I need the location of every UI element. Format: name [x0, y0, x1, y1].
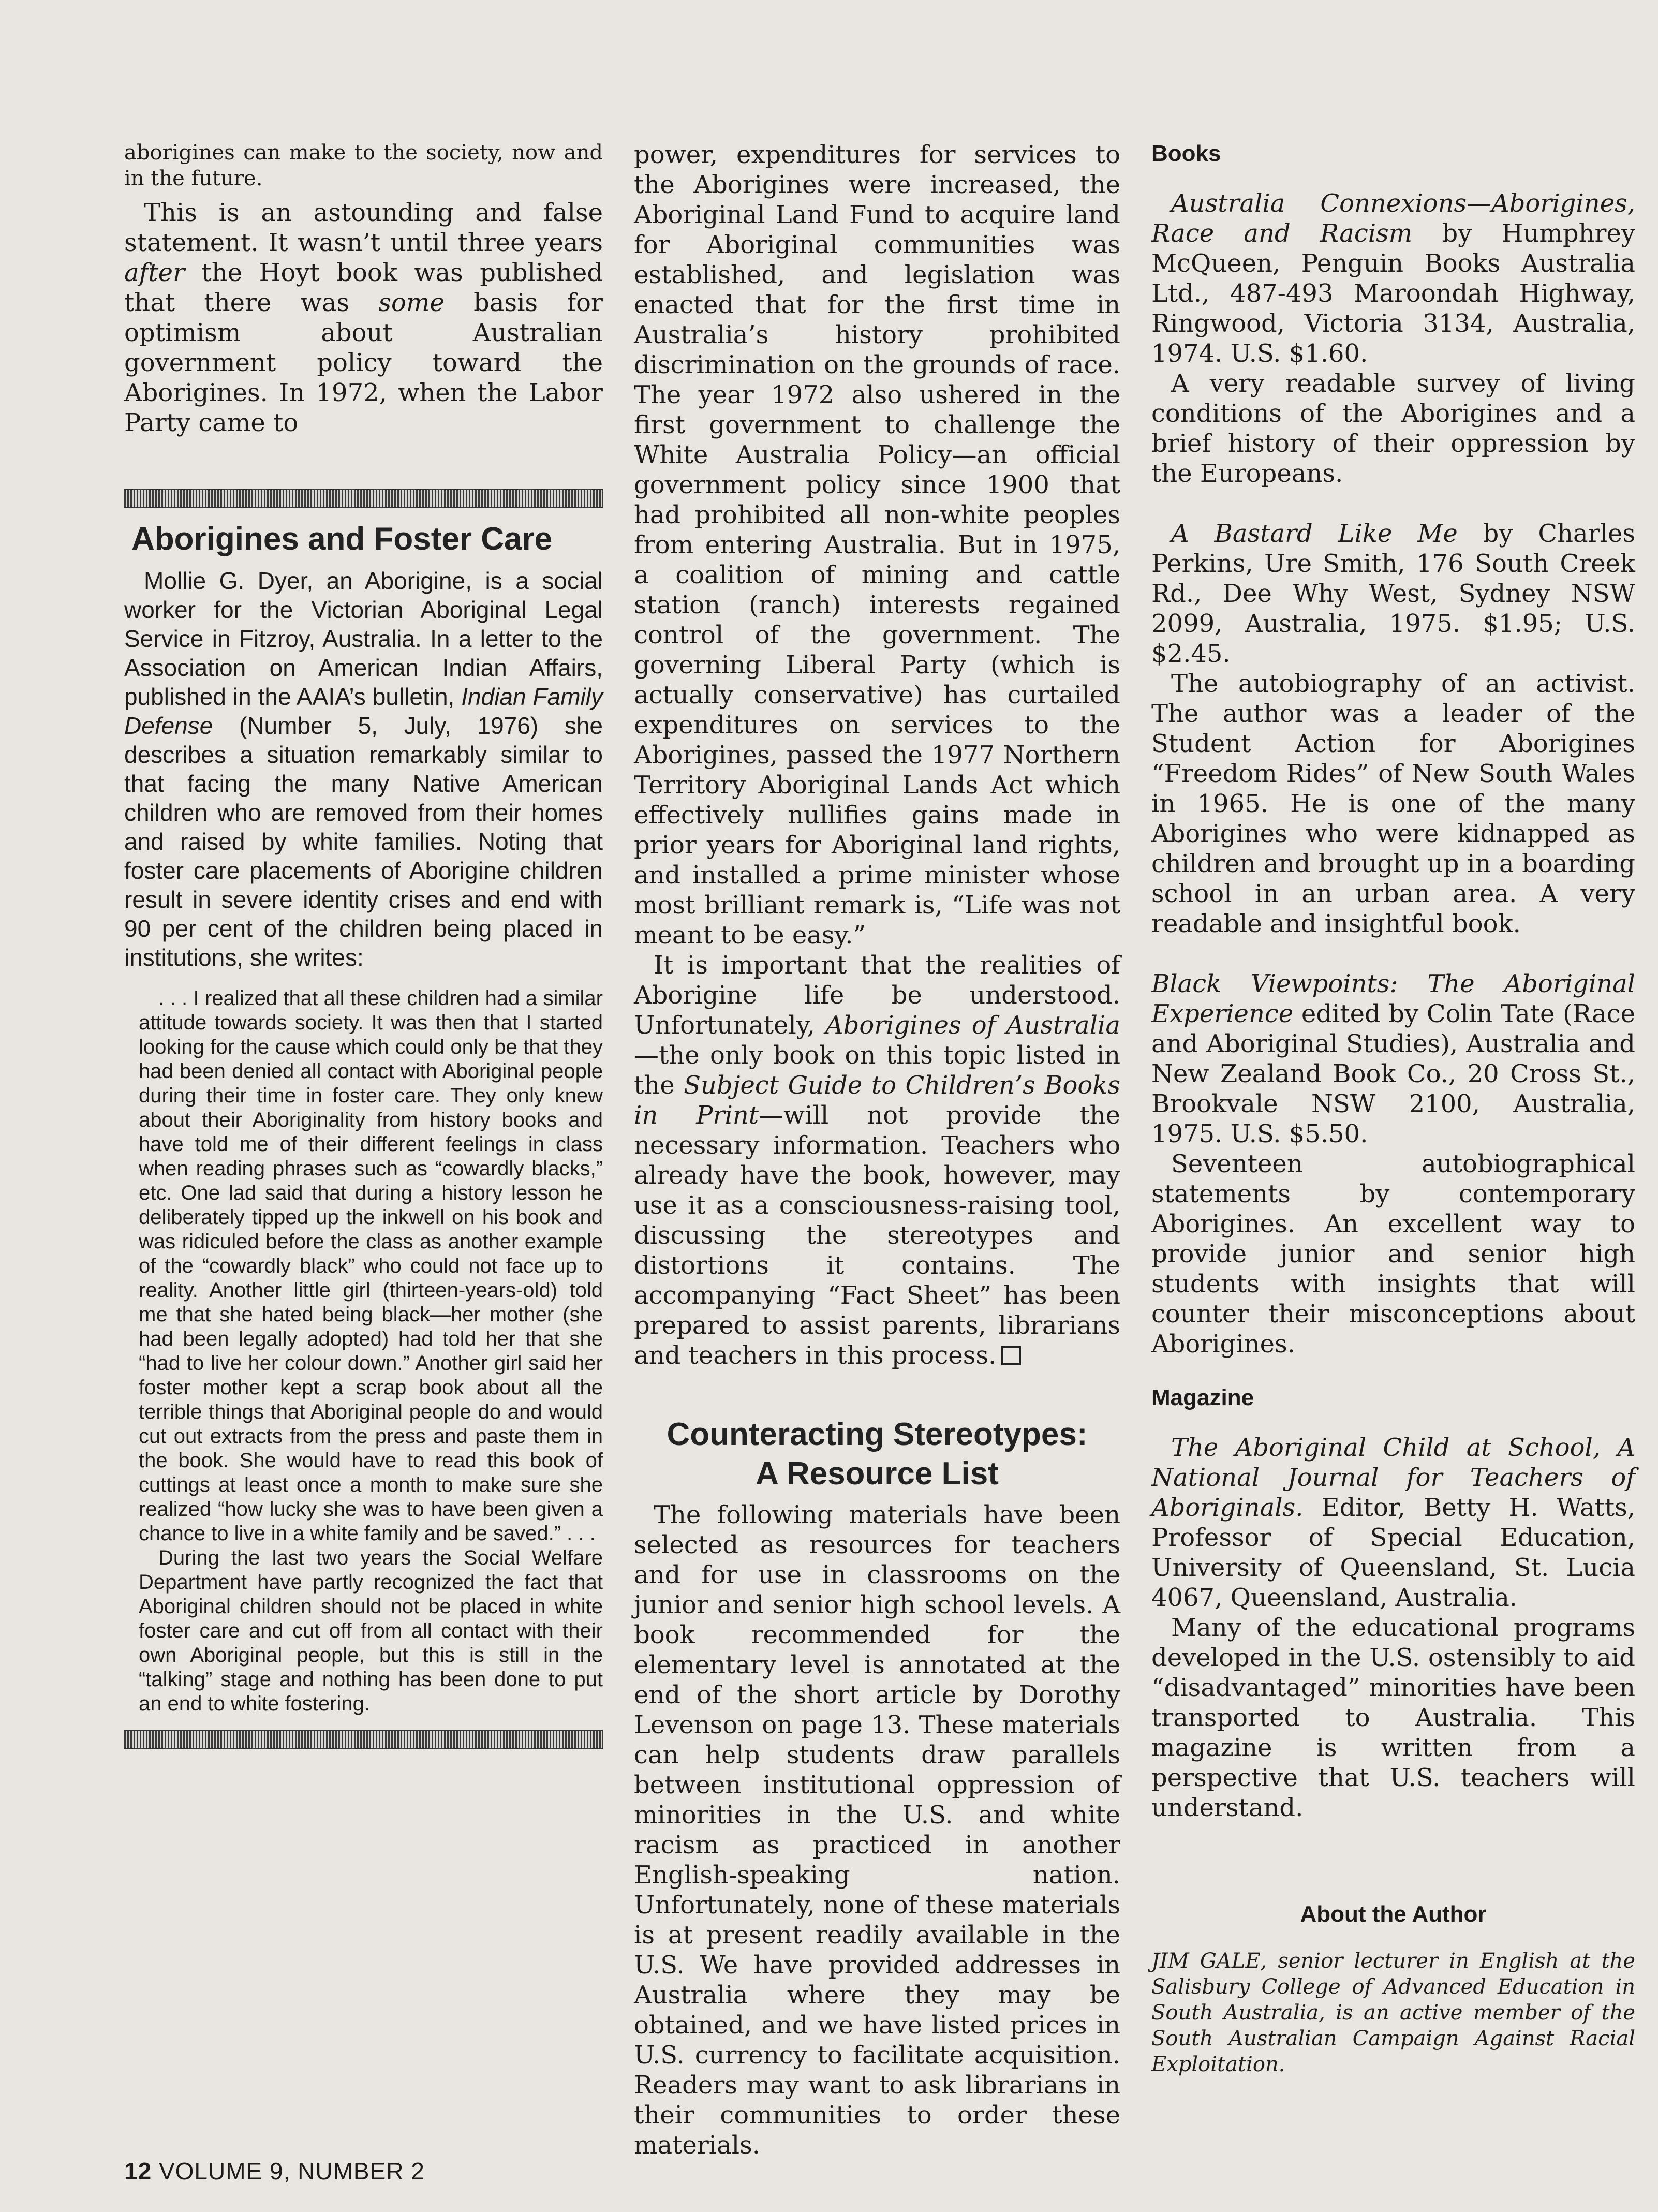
sidebar-top-rule	[124, 489, 603, 508]
block-quote	[139, 986, 603, 1716]
book-annotation: Seventeen autobiographical statements by contemporary Aborigines. An excellent way to provide junior and senior high students with insights that will counter their misconceptions about Aborigines.	[1151, 1149, 1635, 1359]
book-entry: Black Viewpoints: The Aboriginal Experience edited by Colin Tate (Race and Aboriginal Studies), Australia and New Zealand Book Co., 20 Cross St., Brookvale NSW 2100, Australia, 1975. U.S. $5.50.	[1151, 969, 1635, 1148]
book-annotation: The autobiography of an activist. The author was a leader of the Student Action for Aborigines “Freedom Rides” of New South Wales in 1965. He is one of the many Aborigines who were kidnapped as children and brought up in a boarding school in an urban area. A very readable and insightful book.	[1151, 669, 1635, 938]
sidebar-heading: Aborigines and Foster Care	[131, 521, 553, 557]
issue-label: VOLUME 9, NUMBER 2	[158, 2158, 425, 2185]
book-annotation: A very readable survey of living conditions of the Aborigines and a brief history of their oppression by the Europeans.	[1151, 369, 1635, 488]
column-1	[124, 140, 603, 1749]
sidebar-intro: Mollie G. Dyer, an Aborigine, is a social worker for the Victorian Aboriginal Legal Service in Fitzroy, Australia. In a letter to the Association on American Indian Affairs, published in the AAIA’s bulletin, Indian Family Defense (Number 5, July, 1976) she describes a situation remarkably similar to that facing the many Native American children who are removed from their homes and raised by white families. Noting that foster care placements of Aborigine children result in severe identity crises and end with 90 per cent of the children being placed in institutions, she writes:	[124, 567, 603, 971]
body-paragraph: This is an astounding and false statement. It wasn’t until three years after the Hoyt book was published that there was some basis for optimism about Australian government policy toward the Aborigines. In 1972, when the Labor Party came to	[124, 198, 603, 437]
quote-paragraph: During the last two years the Social Welfare Department have partly recognized the fact that Aboriginal children should not be placed in white foster care and cut off from all contact with their own Aboriginal people, but this is still in the “talking” stage and nothing has been done to put an end to white fostering.	[139, 1546, 603, 1715]
resource-list-heading: Counteracting Stereotypes: A Resource List	[667, 1417, 1088, 1492]
book-entry: Australia Connexions—Aborigines, Race and Racism by Humphrey McQueen, Penguin Books Australia Ltd., 487-493 Maroondah Highway, Ringwood, Victoria 3134, Australia, 1974. U.S. $1.60.	[1151, 189, 1635, 368]
about-author-heading: About the Author	[1300, 1901, 1487, 1927]
magazine-entry: The Aboriginal Child at School, A National Journal for Teachers of Aboriginals. Editor, Betty H. Watts, Professor of Special Education, University of Queensland, St. Lucia 4067, Queensland, Australia.	[1151, 1433, 1635, 1612]
end-mark-icon	[1001, 1346, 1021, 1365]
page-footer	[124, 2157, 425, 2185]
magazine-heading: Magazine	[1151, 1385, 1254, 1410]
continued-paragraph: aborigines can make to the society, now and in the future.	[124, 141, 603, 190]
books-heading: Books	[1151, 141, 1221, 166]
quote-paragraph: . . . I realized that all these children had a similar attitude towards society. It was then that I started looking for the cause which could only be that they had been denied all contact with Aboriginal people during their time in foster care. They only knew about their Aboriginality from history books and have told me of their different feelings in class when reading phrases such as “cowardly blacks,” etc. One lad said that during a history lesson he deliberately tipped up the inkwell on his book and was ridiculed before the class as another example of the “cowardly black” who could not face up to reality. Another little girl (thirteen-years-old) told me that she hated being black—her mother (she had been legally adopted) had told her that she “had to live her colour down.” Another girl said her foster mother kept a scrap book about all the terrible things that Aboriginal people do and would cut out extracts from the press and paste them in the book. She would have to read this book of cuttings at least once a month to make sure she realized “how lucky she was to have been given a chance to live in a white family and be saved.” . . .	[139, 987, 603, 1545]
column-3	[1151, 140, 1635, 2077]
page-number: 12	[124, 2158, 152, 2185]
book-entry: A Bastard Like Me by Charles Perkins, Ure Smith, 176 South Creek Rd., Dee Why West, Sydney NSW 2099, Australia, 1975. $1.95; U.S. $2.45.	[1151, 519, 1636, 668]
body-paragraph: The following materials have been selected as resources for teachers and for use in classrooms on the junior and senior high school levels. A book recommended for the elementary level is annotated at the end of the short article by Dorothy Levenson on page 13. These materials can help students draw parallels between institutional oppression of minorities in the U.S. and white racism as practiced in another English-speaking nation. Unfortunately, none of these materials is at present readily available in the U.S. We have provided addresses in Australia where they may be obtained, and we have listed prices in U.S. currency to facilitate acquisition. Readers may want to ask librarians in their communities to order these materials.	[634, 1500, 1120, 2160]
author-bio: JIM GALE, senior lecturer in English at the Salisbury College of Advanced Education in South Australia, is an active member of the South Australian Campaign Against Racial Exploitation.	[1151, 1949, 1635, 2076]
magazine-annotation: Many of the educational programs developed in the U.S. ostensibly to aid “disadvantaged” minorities have been transported to Australia. This magazine is written from a perspective that U.S. teachers will understand.	[1151, 1613, 1635, 1822]
body-paragraph: It is important that the realities of Aborigine life be understood. Unfortunately, Aborigines of Australia—the only book on this topic listed in the Subject Guide to Children’s Books in Print—will not provide the necessary information. Teachers who already have the book, however, may use it as a consciousness-raising tool, discussing the stereotypes and distortions it contains. The accompanying “Fact Sheet” has been prepared to assist parents, librarians and teachers in this process.	[634, 951, 1120, 1370]
body-paragraph: power, expenditures for services to the Aborigines were increased, the Aboriginal Land Fund to acquire land for Aboriginal communities was established, and legislation was enacted that for the first time in Australia’s history prohibited discrimination on the grounds of race. The year 1972 also ushered in the first government to challenge the White Australia Policy—an official government policy since 1900 that had prohibited all non-white peoples from entering Australia. But in 1975, a coalition of mining and cattle station (ranch) interests regained control of the government. The governing Liberal Party (which is actually conservative) has curtailed expenditures on services to the Aborigines, passed the 1977 Northern Territory Aboriginal Lands Act which effectively nullifies gains made in prior years for Aboriginal land rights, and installed a prime minister whose most brilliant remark is, “Life was not meant to be easy.”	[634, 140, 1120, 950]
column-2	[634, 140, 1120, 2160]
sidebar-bottom-rule	[124, 1730, 603, 1749]
